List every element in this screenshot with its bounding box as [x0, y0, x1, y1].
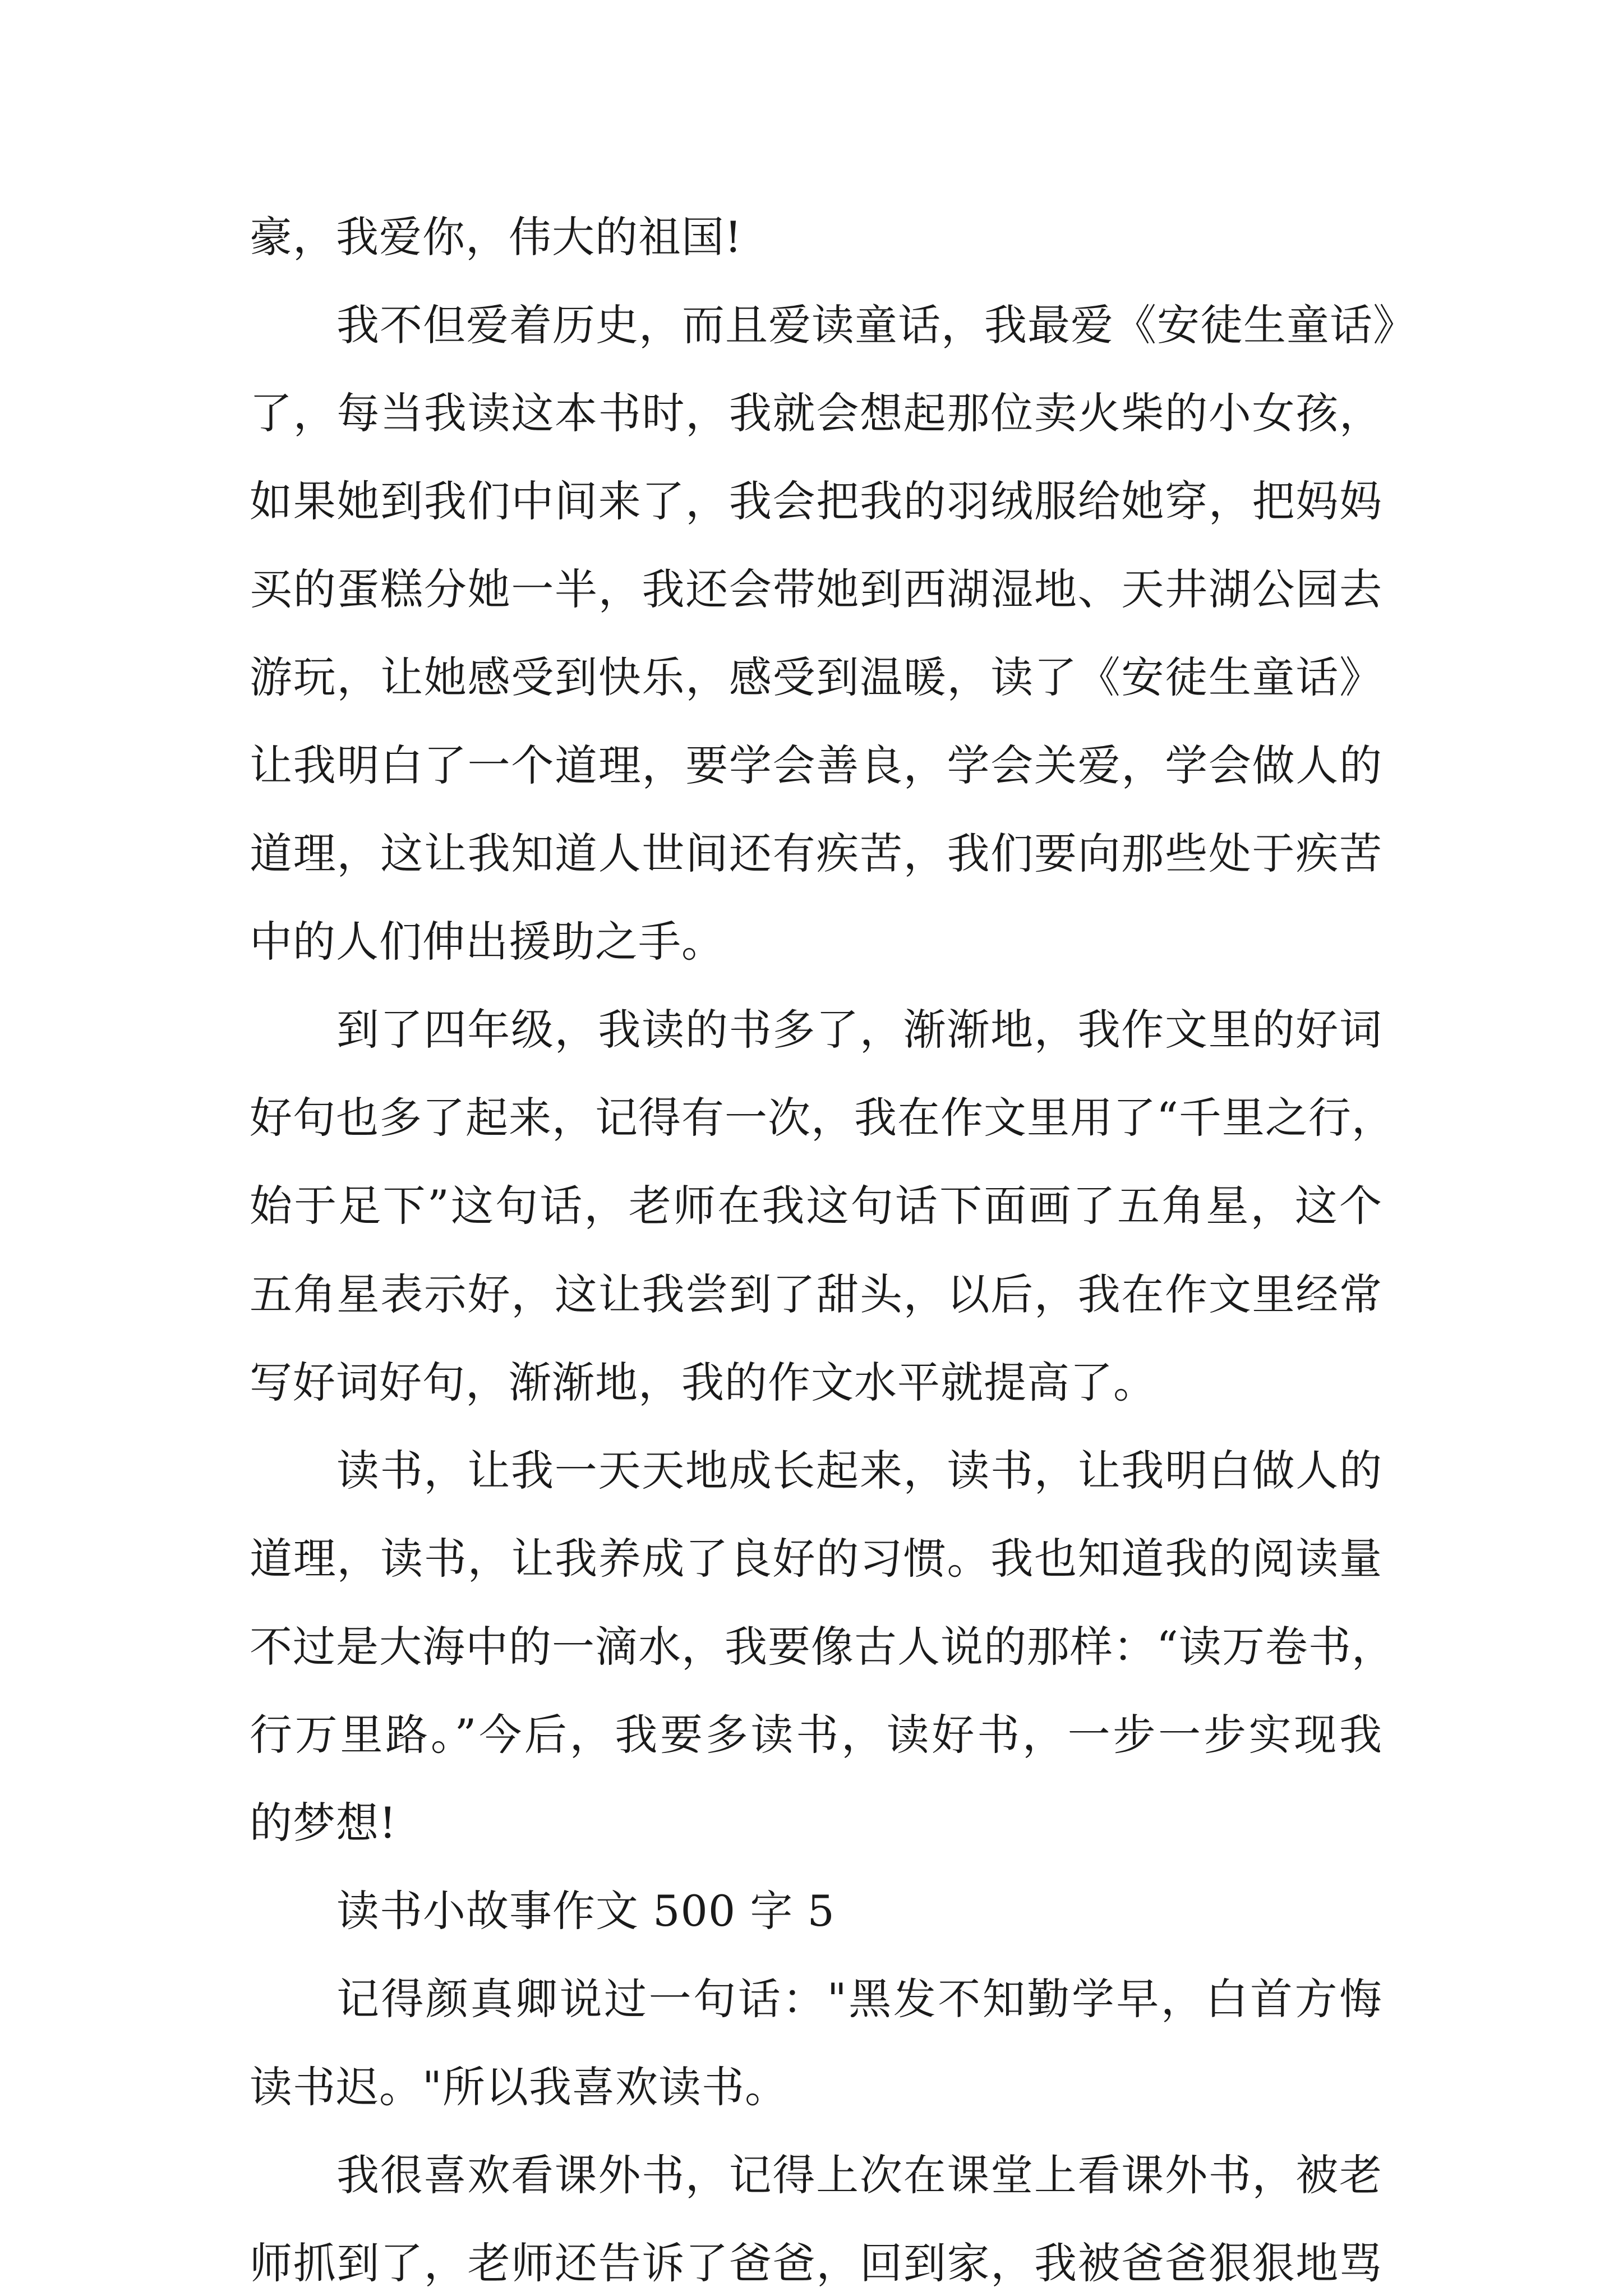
text-line: 写好词好句，渐渐地，我的作文水平就提高了。: [250, 1358, 1156, 1407]
text-line: 我不但爱着历史，而且爱读童话，我最爱《安徒生童话》: [336, 300, 1416, 350]
text-line: 我很喜欢看课外书，记得上次在课堂上看课外书，被老: [336, 2150, 1382, 2200]
text-line: 游玩，让她感受到快乐，感受到温暖，读了《安徒生童话》: [250, 652, 1382, 702]
text-line: 读书迟。"所以我喜欢读书。: [250, 2062, 788, 2112]
text-line-overflow: 师抓到了，老师还告诉了爸爸，回到家，我被爸爸狠狠地骂: [250, 2238, 1382, 2288]
text-line: 让我明白了一个道理，要学会善良，学会关爱，学会做人的: [250, 740, 1382, 790]
text-line: 买的蛋糕分她一半，我还会带她到西湖湿地、天井湖公园去: [250, 564, 1382, 614]
text-line: 始于足下”这句话，老师在我这句话下面画了五角星，这个: [250, 1181, 1382, 1231]
text-line: 的梦想!: [250, 1798, 397, 1848]
text-line: 道理，这让我知道人世间还有疾苦，我们要向那些处于疾苦: [250, 829, 1382, 878]
section-heading: 读书小故事作文 500 字 5: [336, 1886, 835, 1936]
text-line: 中的人们伸出援助之手。: [250, 917, 725, 967]
text-line: 好句也多了起来，记得有一次，我在作文里用了“千里之行，: [250, 1093, 1395, 1143]
text-line: 不过是大海中的一滴水，我要像古人说的那样：“读万卷书，: [250, 1622, 1395, 1672]
text-line: 到了四年级，我读的书多了，渐渐地，我作文里的好词: [336, 1005, 1382, 1055]
text-line: 豪，我爱你，伟大的祖国!: [250, 212, 743, 262]
text-line: 如果她到我们中间来了，我会把我的羽绒服给她穿，把妈妈: [250, 476, 1382, 526]
text-line: 了，每当我读这本书时，我就会想起那位卖火柴的小女孩，: [250, 388, 1382, 438]
text-line: 道理，读书，让我养成了良好的习惯。我也知道我的阅读量: [250, 1534, 1382, 1584]
text-line: 读书，让我一天天地成长起来，读书，让我明白做人的: [336, 1446, 1382, 1496]
text-line: 记得颜真卿说过一句话："黑发不知勤学早，白首方悔: [336, 1974, 1382, 2024]
text-line: 行万里路。”今后，我要多读书，读好书，一步一步实现我: [250, 1710, 1382, 1760]
text-line: 五角星表示好，这让我尝到了甜头，以后，我在作文里经常: [250, 1269, 1382, 1319]
